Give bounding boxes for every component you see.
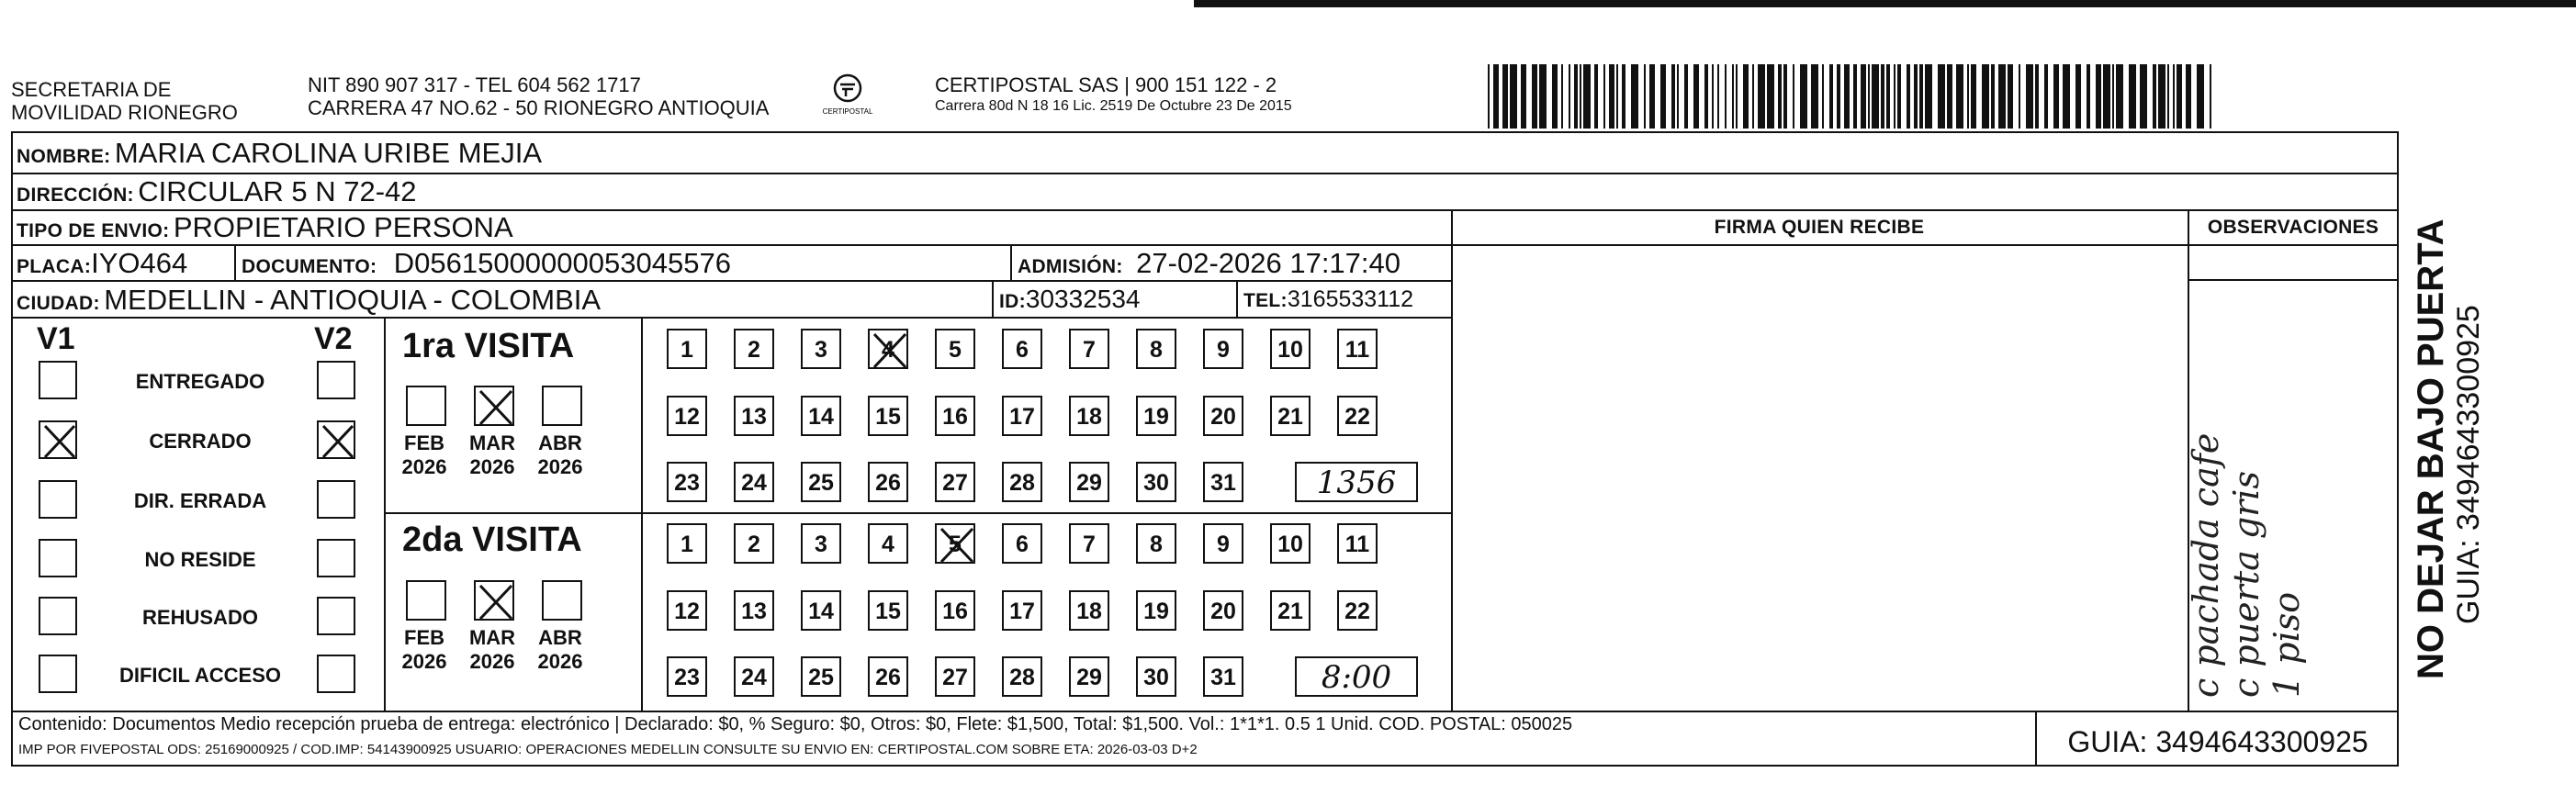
visit2-day-15[interactable]: 15 xyxy=(868,590,908,631)
observation-line: 1 piso xyxy=(2267,591,2307,698)
visit1-day-29[interactable]: 29 xyxy=(1069,462,1109,502)
status-label-entregado: ENTREGADO xyxy=(135,370,265,393)
visit1-day-7[interactable]: 7 xyxy=(1069,329,1109,369)
visit2-title: 2da VISITA xyxy=(402,521,582,559)
visit1-day-13[interactable]: 13 xyxy=(734,396,774,436)
visit2-day-13[interactable]: 13 xyxy=(734,590,774,631)
id-value: 30332534 xyxy=(1025,285,1141,313)
footer-contenido: Contenido: Documentos Medio recepción prueba de entrega: electrónico | Declarado: $0, % Seguro: $0, Otros: $0, Flete: $1,500, Total: $1,500. Vol.: 1*1*1. 0.5 1 Unid. COD. POSTAL: 050025 xyxy=(18,714,1573,734)
side-guia: GUIA: 3494643300925 xyxy=(2451,305,2486,624)
address-line: CARRERA 47 NO.62 - 50 RIONEGRO ANTIOQUIA xyxy=(308,96,770,119)
visit1-day-25[interactable]: 25 xyxy=(801,462,841,502)
nombre-label: NOMBRE: xyxy=(17,146,111,167)
visit1-day-24[interactable]: 24 xyxy=(734,462,774,502)
visit1-title: 1ra VISITA xyxy=(402,327,575,365)
visit1-day-11[interactable]: 11 xyxy=(1337,329,1378,369)
visit2-month-checkbox-abr[interactable] xyxy=(542,580,582,621)
visit2-day-9[interactable]: 9 xyxy=(1203,523,1243,564)
visit2-month-label-abr: ABR 2026 xyxy=(537,626,583,673)
visit2-day-19[interactable]: 19 xyxy=(1136,590,1176,631)
documento-value: D05615000000053045576 xyxy=(393,247,731,279)
barcode xyxy=(1488,64,2218,129)
visit2-month-checkbox-mar[interactable] xyxy=(474,580,514,621)
direccion-value: CIRCULAR 5 N 72-42 xyxy=(138,175,417,207)
v2-checkbox-dificil-acceso[interactable] xyxy=(317,655,355,693)
placa-cell xyxy=(17,247,187,280)
v2-checkbox-entregado[interactable] xyxy=(317,361,355,399)
status-label-dir-errada: DIR. ERRADA xyxy=(133,489,267,512)
footer-imp: IMP POR FIVEPOSTAL ODS: 25169000925 / COD.IMP: 54143900925 USUARIO: OPERACIONES MEDELLIN CONSULTE SU ENVIO EN: CERTIPOSTAL.COM SOBRE ETA: 2026-03-03 D+2 xyxy=(18,742,1198,757)
ciudad-label: CIUDAD: xyxy=(17,293,100,314)
v2-checkbox-rehusado[interactable] xyxy=(317,597,355,635)
company-block xyxy=(935,73,1292,117)
v1-checkbox-dir-errada[interactable] xyxy=(39,480,77,519)
visit1-day-10[interactable]: 10 xyxy=(1270,329,1310,369)
visit2-day-6[interactable]: 6 xyxy=(1002,523,1042,564)
visit1-day-6[interactable]: 6 xyxy=(1002,329,1042,369)
visit1-day-20[interactable]: 20 xyxy=(1203,396,1243,436)
visit2-day-20[interactable]: 20 xyxy=(1203,590,1243,631)
v1-checkbox-cerrado[interactable] xyxy=(39,420,77,459)
visit2-day-5[interactable]: 5 xyxy=(935,523,975,564)
visit2-day-27[interactable]: 27 xyxy=(935,656,975,697)
visit2-day-28[interactable]: 28 xyxy=(1002,656,1042,697)
visit2-month-checkbox-feb[interactable] xyxy=(406,580,446,621)
side-vertical-text xyxy=(2411,129,2486,679)
sender-block xyxy=(11,78,238,124)
visit2-day-21[interactable]: 21 xyxy=(1270,590,1310,631)
v2-header: V2 xyxy=(314,321,353,356)
ciudad-cell xyxy=(17,284,601,317)
visit1-day-17[interactable]: 17 xyxy=(1002,396,1042,436)
visit2-day-29[interactable]: 29 xyxy=(1069,656,1109,697)
no-dejar-bajo-puerta: NO DEJAR BAJO PUERTA xyxy=(2411,218,2451,679)
tel-value: 3165533112 xyxy=(1287,286,1414,312)
visit2-handwritten-time: 8:00 xyxy=(1295,656,1418,697)
sender-line-1: SECRETARIA DE xyxy=(11,78,172,101)
v1-header: V1 xyxy=(37,321,75,356)
visit1-month-checkbox-abr[interactable] xyxy=(542,386,582,426)
ciudad-value: MEDELLIN - ANTIOQUIA - COLOMBIA xyxy=(104,284,602,316)
observaciones-header: OBSERVACIONES xyxy=(2207,217,2379,238)
visit1-day-23[interactable]: 23 xyxy=(667,462,707,502)
visit1-day-22[interactable]: 22 xyxy=(1337,396,1378,436)
id-label: ID: xyxy=(999,291,1026,312)
admision-label: ADMISIÓN: xyxy=(1018,256,1123,277)
nit-line: NIT 890 907 317 - TEL 604 562 1717 xyxy=(308,73,641,96)
visit2-day-24[interactable]: 24 xyxy=(734,656,774,697)
certipostal-logo xyxy=(816,72,880,119)
visit2-day-1[interactable]: 1 xyxy=(667,523,707,564)
nombre-row xyxy=(17,137,542,170)
sender-line-2: MOVILIDAD RIONEGRO xyxy=(11,101,238,124)
documento-label: DOCUMENTO: xyxy=(242,256,377,277)
direccion-row xyxy=(17,175,417,208)
visit1-day-1[interactable]: 1 xyxy=(667,329,707,369)
tipo-value: PROPIETARIO PERSONA xyxy=(173,211,513,243)
visit2-day-25[interactable]: 25 xyxy=(801,656,841,697)
visit1-day-28[interactable]: 28 xyxy=(1002,462,1042,502)
visit2-month-label-feb: FEB 2026 xyxy=(401,626,447,673)
visit2-day-7[interactable]: 7 xyxy=(1069,523,1109,564)
visit1-month-checkbox-feb[interactable] xyxy=(406,386,446,426)
v1-checkbox-no-reside[interactable] xyxy=(39,539,77,577)
visit1-day-19[interactable]: 19 xyxy=(1136,396,1176,436)
footer-guia: GUIA: 3494643300925 xyxy=(2067,725,2368,758)
observations-handwriting xyxy=(2186,312,2307,698)
observation-line: c puerta gris xyxy=(2226,471,2267,698)
visit2-day-11[interactable]: 11 xyxy=(1337,523,1378,564)
placa-label: PLACA: xyxy=(17,256,92,277)
svg-text:CERTIPOSTAL: CERTIPOSTAL xyxy=(822,107,873,116)
v2-checkbox-cerrado[interactable] xyxy=(317,420,355,459)
visit1-handwritten-time: 1356 xyxy=(1295,462,1418,502)
visit1-month-label-feb: FEB 2026 xyxy=(401,431,447,478)
visit2-day-12[interactable]: 12 xyxy=(667,590,707,631)
visit2-day-2[interactable]: 2 xyxy=(734,523,774,564)
admision-value: 27-02-2026 17:17:40 xyxy=(1136,247,1401,279)
v2-checkbox-no-reside[interactable] xyxy=(317,539,355,577)
status-label-cerrado: CERRADO xyxy=(149,430,252,453)
visit2-day-10[interactable]: 10 xyxy=(1270,523,1310,564)
visit2-day-8[interactable]: 8 xyxy=(1136,523,1176,564)
visit2-day-23[interactable]: 23 xyxy=(667,656,707,697)
v1-checkbox-entregado[interactable] xyxy=(39,361,77,399)
status-label-dificil-acceso: DIFICIL ACCESO xyxy=(118,664,281,687)
visit2-day-18[interactable]: 18 xyxy=(1069,590,1109,631)
top-edge-strip xyxy=(1194,0,2576,7)
visit1-day-14[interactable]: 14 xyxy=(801,396,841,436)
admision-cell xyxy=(1018,247,1400,280)
visit1-day-21[interactable]: 21 xyxy=(1270,396,1310,436)
visit1-day-4[interactable]: 4 xyxy=(868,329,908,369)
tel-cell xyxy=(1243,286,1413,313)
visit1-day-18[interactable]: 18 xyxy=(1069,396,1109,436)
visit2-day-31[interactable]: 31 xyxy=(1203,656,1243,697)
status-label-no-reside: NO RESIDE xyxy=(144,548,256,571)
tipo-label: TIPO DE ENVIO: xyxy=(17,220,170,241)
v2-checkbox-dir-errada[interactable] xyxy=(317,480,355,519)
observation-line: c pachada cafe xyxy=(2186,432,2226,698)
visit1-day-5[interactable]: 5 xyxy=(935,329,975,369)
tel-label: TEL: xyxy=(1243,290,1288,311)
visit1-day-3[interactable]: 3 xyxy=(801,329,841,369)
visit1-month-label-mar: MAR 2026 xyxy=(468,431,516,478)
sender-contact xyxy=(308,73,769,119)
visit1-day-15[interactable]: 15 xyxy=(868,396,908,436)
documento-cell xyxy=(242,247,731,280)
visit1-day-9[interactable]: 9 xyxy=(1203,329,1243,369)
visit2-day-26[interactable]: 26 xyxy=(868,656,908,697)
visit2-day-3[interactable]: 3 xyxy=(801,523,841,564)
direccion-label: DIRECCIÓN: xyxy=(17,185,134,206)
visit1-day-8[interactable]: 8 xyxy=(1136,329,1176,369)
visit2-day-17[interactable]: 17 xyxy=(1002,590,1042,631)
v1-checkbox-rehusado[interactable] xyxy=(39,597,77,635)
visit2-day-22[interactable]: 22 xyxy=(1337,590,1378,631)
id-cell xyxy=(999,285,1140,314)
visit1-day-12[interactable]: 12 xyxy=(667,396,707,436)
visit1-day-16[interactable]: 16 xyxy=(935,396,975,436)
visit1-day-31[interactable]: 31 xyxy=(1203,462,1243,502)
visit2-day-30[interactable]: 30 xyxy=(1136,656,1176,697)
visit1-month-label-abr: ABR 2026 xyxy=(537,431,583,478)
tipo-envio-row xyxy=(17,211,513,244)
nombre-value: MARIA CAROLINA URIBE MEJIA xyxy=(114,137,542,169)
visit2-day-4[interactable]: 4 xyxy=(868,523,908,564)
status-label-rehusado: REHUSADO xyxy=(142,606,258,629)
visit1-day-2[interactable]: 2 xyxy=(734,329,774,369)
visit1-day-30[interactable]: 30 xyxy=(1136,462,1176,502)
visit1-day-27[interactable]: 27 xyxy=(935,462,975,502)
firma-header: FIRMA QUIEN RECIBE xyxy=(1714,217,1925,238)
v1-checkbox-dificil-acceso[interactable] xyxy=(39,655,77,693)
company-line: CERTIPOSTAL SAS | 900 151 122 - 2 xyxy=(935,73,1277,96)
visit1-month-checkbox-mar[interactable] xyxy=(474,386,514,426)
visit2-day-16[interactable]: 16 xyxy=(935,590,975,631)
placa-value: IYO464 xyxy=(91,247,188,279)
visit1-day-26[interactable]: 26 xyxy=(868,462,908,502)
visit2-day-14[interactable]: 14 xyxy=(801,590,841,631)
visit2-month-label-mar: MAR 2026 xyxy=(468,626,516,673)
company-license: Carrera 80d N 18 16 Lic. 2519 De Octubre 23 De 2015 xyxy=(935,98,1292,114)
